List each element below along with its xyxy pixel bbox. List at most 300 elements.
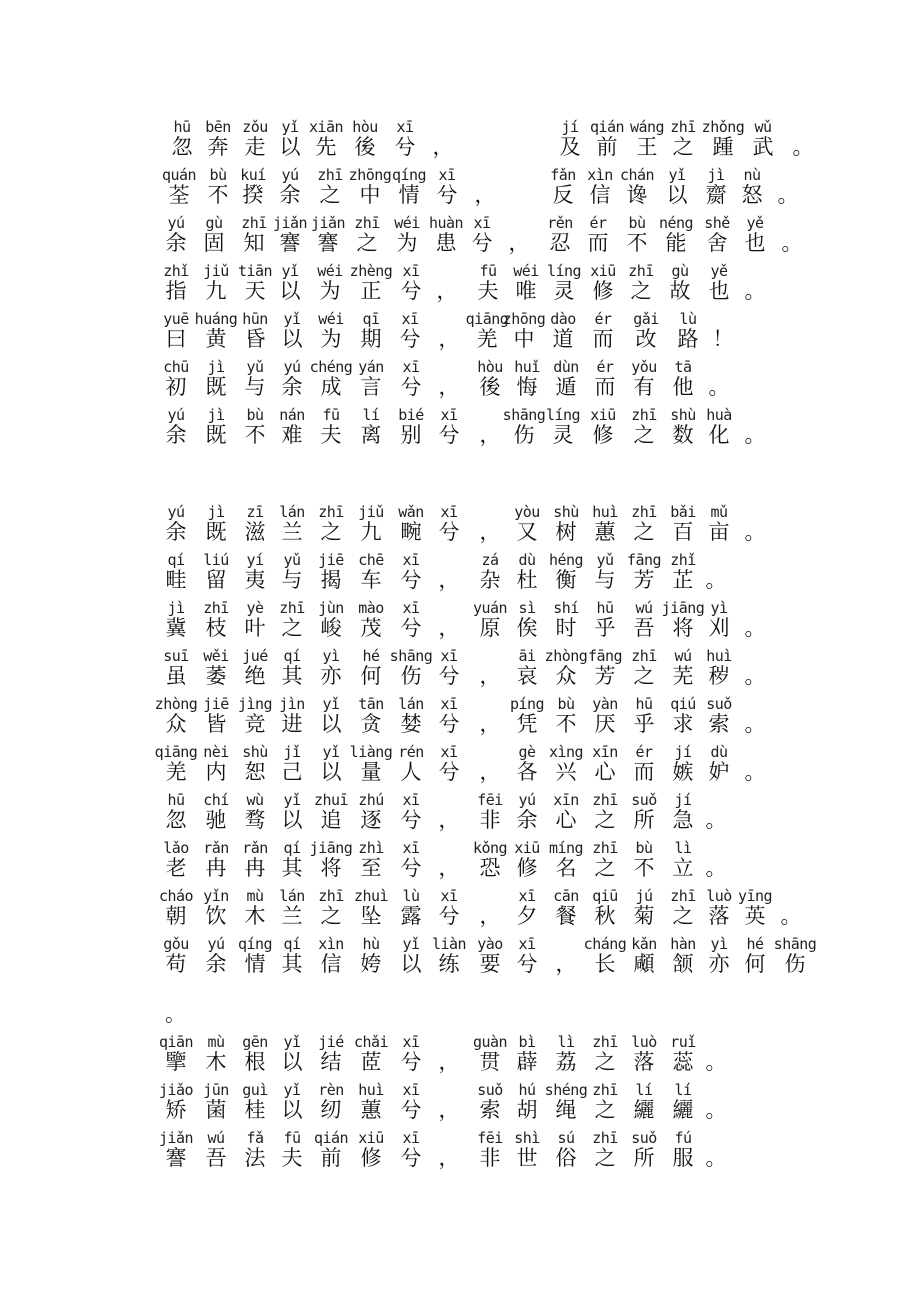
hanzi-character: 兮 <box>400 568 422 592</box>
hanzi-character: 之 <box>672 135 694 159</box>
pinyin-syllable: yào <box>477 935 503 953</box>
hanzi-character: ， <box>479 664 501 688</box>
hanzi-character: 不 <box>207 183 229 207</box>
hanzi-character: 虽 <box>165 664 187 688</box>
hanzi-character: 谗 <box>626 183 648 207</box>
pinyin-syllable: chán <box>619 166 655 184</box>
hanzi-character: 恐 <box>479 856 501 880</box>
hanzi-character: 伤 <box>784 952 806 976</box>
verse-line <box>0 1081 920 1125</box>
pinyin-syllable: jí <box>674 791 692 809</box>
pinyin-syllable: ér <box>589 214 607 232</box>
hanzi-character: 长 <box>594 952 616 976</box>
pinyin-syllable: zhī <box>203 599 229 617</box>
hanzi-character: 。 <box>744 712 766 736</box>
pinyin-syllable: zhī <box>318 503 344 521</box>
hanzi-character: 之 <box>594 808 616 832</box>
hanzi-character: 兮 <box>438 664 460 688</box>
hanzi-character: 茂 <box>360 616 382 640</box>
hanzi-character: 而 <box>633 760 655 784</box>
pinyin-syllable: liú <box>203 551 229 569</box>
hanzi-character: 化 <box>708 423 730 447</box>
hanzi-character: 秽 <box>708 664 730 688</box>
pinyin-syllable: qiāng <box>465 310 509 328</box>
pinyin-syllable: cháng <box>583 935 627 953</box>
pinyin-syllable: lán <box>279 503 305 521</box>
hanzi-character: ， <box>479 520 501 544</box>
pinyin-syllable: jiǎn <box>158 1129 194 1147</box>
pinyin-syllable: jì <box>207 358 225 376</box>
pinyin-syllable: qí <box>283 647 301 665</box>
pinyin-syllable: jì <box>707 166 725 184</box>
hanzi-character: 内 <box>205 760 227 784</box>
pinyin-syllable: yì <box>710 935 728 953</box>
pinyin-syllable: zhī <box>241 214 267 232</box>
hanzi-character: 修 <box>592 279 614 303</box>
hanzi-character: ， <box>479 904 501 928</box>
hanzi-character: 情 <box>244 952 266 976</box>
pinyin-syllable: zǒu <box>242 118 268 136</box>
pinyin-syllable: hòu <box>352 118 378 136</box>
pinyin-syllable: xī <box>440 887 458 905</box>
pinyin-syllable: zhī <box>670 887 696 905</box>
hanzi-character: 为 <box>319 279 341 303</box>
pinyin-syllable: xiū <box>358 1129 384 1147</box>
hanzi-character: 兮 <box>400 808 422 832</box>
hanzi-character: 索 <box>479 1098 501 1122</box>
pinyin-syllable: fū <box>322 406 340 424</box>
pinyin-syllable: wáng <box>629 118 665 136</box>
hanzi-character: 擥 <box>165 1050 187 1074</box>
hanzi-character: 亦 <box>708 952 730 976</box>
pinyin-syllable: shù <box>670 406 696 424</box>
hanzi-character: 以 <box>279 279 301 303</box>
pinyin-syllable: gēn <box>242 1033 268 1051</box>
pinyin-syllable: jǐ <box>283 743 301 761</box>
hanzi-character: 芳 <box>594 664 616 688</box>
hanzi-character: 前 <box>596 135 618 159</box>
hanzi-character: 妒 <box>708 760 730 784</box>
pinyin-syllable: yīng <box>737 887 773 905</box>
pinyin-syllable: quán <box>161 166 197 184</box>
hanzi-character: 羌 <box>476 327 498 351</box>
hanzi-character: 贪 <box>360 712 382 736</box>
hanzi-character: 知 <box>243 231 265 255</box>
pinyin-syllable: jùn <box>318 599 344 617</box>
pinyin-syllable: suǒ <box>706 695 732 713</box>
hanzi-character: 之 <box>281 616 303 640</box>
hanzi-character: ， <box>508 231 530 255</box>
hanzi-character: 又 <box>516 520 538 544</box>
hanzi-character: 急 <box>672 808 694 832</box>
hanzi-character: 吾 <box>205 1146 227 1170</box>
verse-line <box>0 166 920 210</box>
hanzi-character: 众 <box>555 664 577 688</box>
pinyin-syllable: jú <box>635 887 653 905</box>
pinyin-syllable: fǎn <box>550 166 576 184</box>
hanzi-character: 兮 <box>438 423 460 447</box>
hanzi-character: 时 <box>555 616 577 640</box>
hanzi-character: ， <box>438 568 460 592</box>
hanzi-character: 修 <box>360 1146 382 1170</box>
hanzi-character: 竞 <box>244 712 266 736</box>
pinyin-syllable: rǎn <box>203 839 229 857</box>
hanzi-character: 反 <box>552 183 574 207</box>
hanzi-character: 人 <box>400 760 422 784</box>
pinyin-syllable: zhī <box>317 166 343 184</box>
hanzi-character: 蕊 <box>672 1050 694 1074</box>
pinyin-syllable: huàn <box>428 214 464 232</box>
hanzi-character: 情 <box>398 183 420 207</box>
pinyin-syllable: shāng <box>389 647 433 665</box>
hanzi-character: 修 <box>516 856 538 880</box>
pinyin-syllable: rèn <box>318 1081 344 1099</box>
pinyin-syllable: bì <box>518 1033 536 1051</box>
hanzi-character: 正 <box>360 279 382 303</box>
hanzi-character: 伤 <box>400 664 422 688</box>
pinyin-syllable: kuí <box>240 166 266 184</box>
hanzi-character: 兮 <box>400 856 422 880</box>
pinyin-syllable: rǎn <box>242 839 268 857</box>
hanzi-character: 天 <box>244 279 266 303</box>
hanzi-character: 余 <box>516 808 538 832</box>
hanzi-character: 量 <box>360 760 382 784</box>
hanzi-character: 以 <box>320 760 342 784</box>
pinyin-syllable: wéi <box>317 262 343 280</box>
hanzi-character: 指 <box>165 279 187 303</box>
hanzi-character: 百 <box>672 520 694 544</box>
pinyin-syllable: luò <box>631 1033 657 1051</box>
pinyin-syllable: bù <box>209 166 227 184</box>
pinyin-syllable: xī <box>402 791 420 809</box>
hanzi-character: 之 <box>594 856 616 880</box>
hanzi-character: 揆 <box>242 183 264 207</box>
pinyin-syllable: suǒ <box>477 1081 503 1099</box>
verse-line <box>0 647 920 691</box>
hanzi-character: 老 <box>165 856 187 880</box>
hanzi-character: 灵 <box>552 423 574 447</box>
pinyin-syllable: yán <box>358 358 384 376</box>
hanzi-character: 树 <box>555 520 577 544</box>
pinyin-syllable: zhuī <box>313 791 349 809</box>
hanzi-character: 武 <box>752 135 774 159</box>
hanzi-character: 要 <box>479 952 501 976</box>
hanzi-character: 其 <box>281 664 303 688</box>
hanzi-character: 哀 <box>516 664 538 688</box>
pinyin-syllable: shù <box>242 743 268 761</box>
pinyin-syllable: tā <box>674 358 692 376</box>
hanzi-character: 之 <box>319 183 341 207</box>
hanzi-character: 纚 <box>633 1098 655 1122</box>
pinyin-syllable: zhòng <box>544 647 588 665</box>
pinyin-syllable: xìn <box>318 935 344 953</box>
pinyin-syllable: bù <box>628 214 646 232</box>
pinyin-syllable: kǒng <box>472 839 508 857</box>
verse-line <box>0 887 920 931</box>
pinyin-syllable: wú <box>207 1129 225 1147</box>
pinyin-syllable: gǒu <box>163 935 189 953</box>
pinyin-syllable: qiū <box>592 887 618 905</box>
hanzi-character: 。 <box>705 1146 727 1170</box>
verse-line <box>0 791 920 835</box>
hanzi-character: 纫 <box>320 1098 342 1122</box>
pinyin-syllable: bǎi <box>670 503 696 521</box>
pinyin-syllable: wéi <box>394 214 420 232</box>
pinyin-syllable: fú <box>674 1129 692 1147</box>
pinyin-syllable: bēn <box>205 118 231 136</box>
hanzi-character: 昏 <box>244 327 266 351</box>
pinyin-syllable: qián <box>589 118 625 136</box>
pinyin-syllable: yuán <box>472 599 508 617</box>
hanzi-character: 以 <box>281 327 303 351</box>
hanzi-character: 与 <box>244 375 266 399</box>
pinyin-syllable: yǐ <box>283 310 301 328</box>
pinyin-syllable: zhǐ <box>163 262 189 280</box>
pinyin-syllable: xī <box>402 839 420 857</box>
pinyin-syllable: chǎi <box>353 1033 389 1051</box>
hanzi-character: 九 <box>205 279 227 303</box>
pinyin-syllable: zhī <box>318 887 344 905</box>
hanzi-character: 夷 <box>244 568 266 592</box>
hanzi-character: 之 <box>633 520 655 544</box>
hanzi-character: 将 <box>320 856 342 880</box>
pinyin-syllable: qíng <box>391 166 427 184</box>
pinyin-syllable: kǎn <box>631 935 657 953</box>
hanzi-character: 夕 <box>516 904 538 928</box>
pinyin-syllable: hàn <box>670 935 696 953</box>
hanzi-character: 留 <box>205 568 227 592</box>
hanzi-character: 与 <box>594 568 616 592</box>
pinyin-syllable: zá <box>481 551 499 569</box>
hanzi-character: 踵 <box>712 135 734 159</box>
hanzi-character: 兮 <box>400 1098 422 1122</box>
pinyin-syllable: yú <box>207 935 225 953</box>
hanzi-character: 茝 <box>360 1050 382 1074</box>
hanzi-character: 难 <box>281 423 303 447</box>
hanzi-character: 余 <box>165 423 187 447</box>
pinyin-syllable: shě <box>704 214 730 232</box>
hanzi-character: 伤 <box>513 423 535 447</box>
hanzi-character: 至 <box>360 856 382 880</box>
pinyin-syllable: bù <box>635 839 653 857</box>
pinyin-syllable: fāng <box>626 551 662 569</box>
pinyin-syllable: jí <box>561 118 579 136</box>
pinyin-syllable: qiān <box>158 1033 194 1051</box>
hanzi-character: 而 <box>594 375 616 399</box>
pinyin-syllable: yě <box>746 214 764 232</box>
pinyin-syllable: jiāng <box>661 599 705 617</box>
hanzi-character: 怒 <box>741 183 763 207</box>
hanzi-character: 别 <box>400 423 422 447</box>
hanzi-character: 心 <box>555 808 577 832</box>
hanzi-character: 木 <box>244 904 266 928</box>
pinyin-syllable: wěi <box>203 647 229 665</box>
hanzi-character: 兮 <box>438 760 460 784</box>
hanzi-character: 峻 <box>320 616 342 640</box>
pinyin-syllable: jiāng <box>309 839 353 857</box>
hanzi-character: 绝 <box>244 664 266 688</box>
hanzi-character: 纚 <box>672 1098 694 1122</box>
pinyin-syllable: cān <box>553 887 579 905</box>
pinyin-syllable: dù <box>518 551 536 569</box>
pinyin-syllable: xī <box>440 743 458 761</box>
pinyin-syllable: zhī <box>628 262 654 280</box>
hanzi-character: 。 <box>705 1098 727 1122</box>
hanzi-character: 进 <box>281 712 303 736</box>
hanzi-character: 。 <box>744 760 766 784</box>
hanzi-character: 兮 <box>400 1050 422 1074</box>
hanzi-character: 唯 <box>515 279 537 303</box>
hanzi-character: 结 <box>320 1050 342 1074</box>
hanzi-character: 之 <box>320 904 342 928</box>
hanzi-character: 与 <box>281 568 303 592</box>
pinyin-syllable: hū <box>173 118 191 136</box>
hanzi-character: ， <box>438 1098 460 1122</box>
pinyin-syllable: cháo <box>158 887 194 905</box>
hanzi-character: ， <box>479 760 501 784</box>
hanzi-character: 立 <box>672 856 694 880</box>
pinyin-syllable: qí <box>283 839 301 857</box>
pinyin-syllable: qí <box>283 935 301 953</box>
pinyin-syllable: jiǔ <box>203 262 229 280</box>
pinyin-syllable: xiū <box>590 262 616 280</box>
hanzi-character: 法 <box>244 1146 266 1170</box>
hanzi-character: ， <box>436 279 458 303</box>
hanzi-character: 非 <box>479 808 501 832</box>
pinyin-syllable: yě <box>710 262 728 280</box>
hanzi-character: ！ <box>712 327 734 351</box>
hanzi-character: ， <box>438 616 460 640</box>
hanzi-character: 驰 <box>205 808 227 832</box>
pinyin-syllable: chí <box>203 791 229 809</box>
pinyin-syllable: xī <box>402 358 420 376</box>
pinyin-syllable: qíng <box>237 935 273 953</box>
hanzi-character: 嫉 <box>672 760 694 784</box>
hanzi-character: 畦 <box>165 568 187 592</box>
pinyin-syllable: míng <box>548 839 584 857</box>
pinyin-syllable: sì <box>518 599 536 617</box>
pinyin-syllable: yì <box>322 647 340 665</box>
hanzi-character: ， <box>479 712 501 736</box>
hanzi-character: 改 <box>635 327 657 351</box>
pinyin-syllable: ér <box>596 358 614 376</box>
pinyin-syllable: wǎn <box>398 503 424 521</box>
hanzi-character: 遁 <box>555 375 577 399</box>
hanzi-character: 菌 <box>205 1098 227 1122</box>
verse-line <box>0 310 920 354</box>
pinyin-syllable: xiū <box>514 839 540 857</box>
hanzi-character: 及 <box>559 135 581 159</box>
hanzi-character: 兮 <box>400 1146 422 1170</box>
hanzi-character: 原 <box>479 616 501 640</box>
hanzi-character: 兮 <box>438 520 460 544</box>
hanzi-character: 餐 <box>555 904 577 928</box>
hanzi-character: 求 <box>672 712 694 736</box>
pinyin-syllable: zhī <box>631 503 657 521</box>
pinyin-syllable: gè <box>518 743 536 761</box>
pinyin-syllable: āi <box>518 647 536 665</box>
hanzi-character: 厌 <box>594 712 616 736</box>
pinyin-syllable: fǎ <box>246 1129 264 1147</box>
hanzi-character: 木 <box>205 1050 227 1074</box>
hanzi-character: 其 <box>281 856 303 880</box>
pinyin-syllable: huì <box>592 503 618 521</box>
pinyin-syllable: zhī <box>279 599 305 617</box>
pinyin-syllable: jiē <box>203 695 229 713</box>
hanzi-character: 。 <box>744 279 766 303</box>
pinyin-syllable: yú <box>167 406 185 424</box>
pinyin-syllable: wéi <box>318 310 344 328</box>
pinyin-syllable: hé <box>746 935 764 953</box>
hanzi-character: 俟 <box>516 616 538 640</box>
pinyin-syllable: hòu <box>477 358 503 376</box>
hanzi-character: 己 <box>281 760 303 784</box>
hanzi-character: 桂 <box>244 1098 266 1122</box>
pinyin-syllable: hū <box>635 695 653 713</box>
verse-line <box>0 935 920 979</box>
pinyin-syllable: lì <box>557 1033 575 1051</box>
hanzi-character: 杂 <box>479 568 501 592</box>
hanzi-character: 以 <box>281 1050 303 1074</box>
hanzi-character: 心 <box>594 760 616 784</box>
pinyin-syllable: nèi <box>203 743 229 761</box>
hanzi-character: 先 <box>315 135 337 159</box>
hanzi-character: 修 <box>592 423 614 447</box>
pinyin-syllable: xī <box>396 118 414 136</box>
hanzi-character: 以 <box>281 808 303 832</box>
hanzi-character: 名 <box>555 856 577 880</box>
pinyin-syllable: ér <box>635 743 653 761</box>
verse-line <box>0 406 920 450</box>
pinyin-syllable: yǔ <box>246 358 264 376</box>
hanzi-character: 胡 <box>516 1098 538 1122</box>
pinyin-syllable: yǐ <box>281 118 299 136</box>
overflow-punctuation: 。 <box>165 1002 186 1026</box>
pinyin-syllable: wú <box>635 599 653 617</box>
pinyin-syllable: lù <box>402 887 420 905</box>
pinyin-syllable: lù <box>679 310 697 328</box>
pinyin-syllable: yè <box>246 599 264 617</box>
pinyin-syllable: jìng <box>237 695 273 713</box>
pinyin-syllable: nù <box>743 166 761 184</box>
pinyin-syllable: shāng <box>502 406 546 424</box>
pinyin-syllable: qī <box>362 310 380 328</box>
pinyin-syllable: píng <box>509 695 545 713</box>
pinyin-syllable: yàn <box>592 695 618 713</box>
verse-line <box>0 214 920 258</box>
hanzi-character: 。 <box>781 231 803 255</box>
pinyin-syllable: mǔ <box>710 503 728 521</box>
pinyin-syllable: jiǔ <box>358 503 384 521</box>
pinyin-syllable: xī <box>473 214 491 232</box>
hanzi-character: 车 <box>360 568 382 592</box>
pinyin-syllable: yǐ <box>668 166 686 184</box>
hanzi-character: 奔 <box>207 135 229 159</box>
pinyin-syllable: jìn <box>279 695 305 713</box>
pinyin-syllable: suī <box>163 647 189 665</box>
pinyin-syllable: hū <box>167 791 185 809</box>
pinyin-syllable: xìng <box>548 743 584 761</box>
hanzi-character: 固 <box>203 231 225 255</box>
hanzi-character: 冉 <box>205 856 227 880</box>
hanzi-character: 而 <box>587 231 609 255</box>
hanzi-character: 杜 <box>516 568 538 592</box>
pinyin-syllable: yuē <box>163 310 189 328</box>
verse-line <box>0 262 920 306</box>
verse-line <box>0 1129 920 1173</box>
hanzi-character: 兰 <box>281 520 303 544</box>
hanzi-character: 患 <box>435 231 457 255</box>
